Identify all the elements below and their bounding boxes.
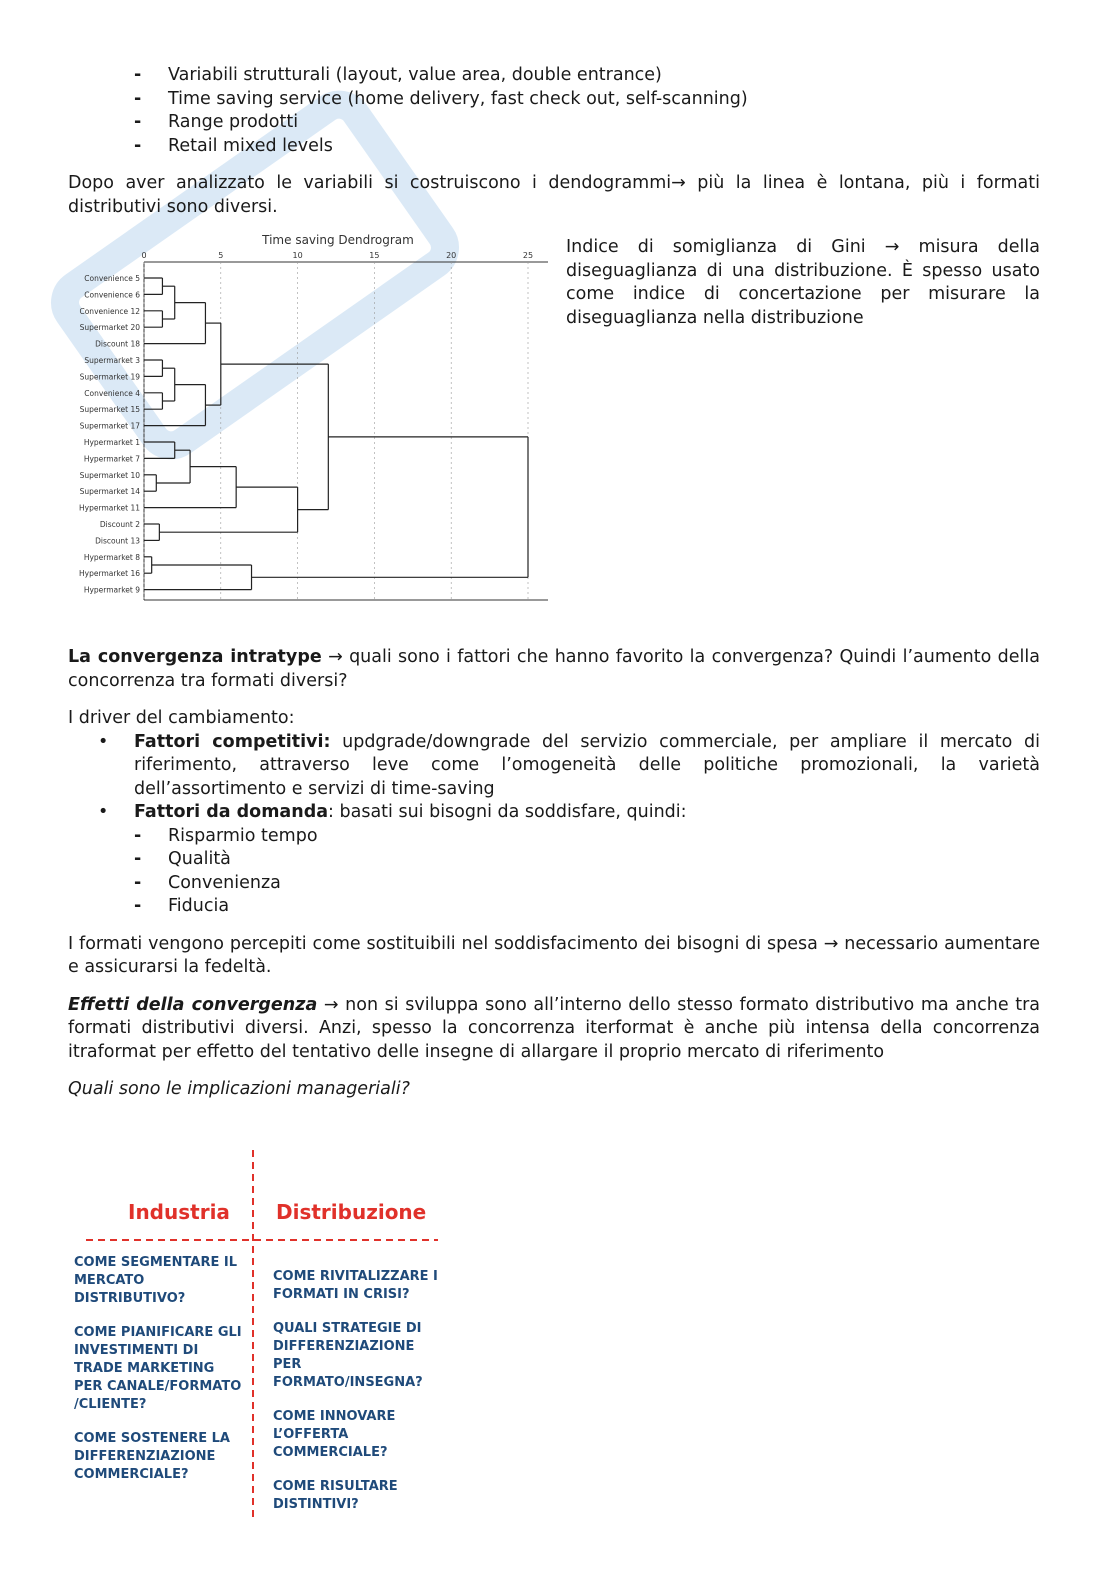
tick-label: 20 xyxy=(446,251,457,260)
leaf-label: Supermarket 15 xyxy=(79,405,140,415)
leaf-label: Supermarket 3 xyxy=(84,356,140,365)
top-list xyxy=(68,64,1040,158)
demand-list xyxy=(68,825,1040,919)
leaf-label: Convenience 6 xyxy=(84,290,140,300)
leaf-label: Hypermarket 1 xyxy=(83,438,140,447)
gini-paragraph: Indice di somiglianza di Gini → misura della diseguaglianza di una distribuzione. È spesso usato come indice di concertazione per misurare la diseguaglianza nella distribuzione xyxy=(566,237,1040,328)
leaf-label: Hypermarket 8 xyxy=(83,552,140,562)
tick-label: 5 xyxy=(218,251,224,260)
list-item: - Range prodotti xyxy=(68,111,1040,135)
implications-graphic xyxy=(68,1150,448,1530)
leaf-label: Convenience 4 xyxy=(84,388,140,398)
distribuzione-item: COME RISULTARE DISTINTIVI? xyxy=(273,1479,398,1512)
driver-text: updgrade/downgrade del servizio commerciale, per ampliare il mercato di riferimento, attraverso leve come l’omogeneità delle politiche promozionali, la varietà dell’assortimento e servizi di time-saving xyxy=(134,731,1040,799)
list-item: - Fiducia xyxy=(68,895,1040,919)
industria-item: COME SEGMENTARE IL MERCATO DISTRIBUTIVO? xyxy=(74,1255,238,1306)
leaf-label: Discount 2 xyxy=(99,520,140,529)
leaf-label: Discount 13 xyxy=(95,536,140,546)
leaf-label: Hypermarket 16 xyxy=(79,569,140,579)
leaf-label: Hypermarket 9 xyxy=(83,585,140,595)
dendrogram-chart xyxy=(68,230,558,610)
leaf-label: Supermarket 14 xyxy=(79,487,140,497)
distribuzione-title: Distribuzione xyxy=(276,1200,427,1224)
intro-paragraph: Dopo aver analizzato le variabili si costruiscono i dendogrammi→ più la linea è lontana, più i formati distributivi sono diversi. xyxy=(68,173,1040,217)
tick-label: 15 xyxy=(369,251,380,260)
leaf-label: Supermarket 10 xyxy=(79,470,140,480)
list-item: - Risparmio tempo xyxy=(68,825,1040,849)
list-item: - Qualità xyxy=(68,848,1040,872)
distribuzione-column xyxy=(273,1268,443,1530)
distribuzione-item: QUALI STRATEGIE DI DIFFERENZIAZIONE PER FORMATO/INSEGNA? xyxy=(273,1321,423,1390)
page-content xyxy=(68,64,1040,219)
leaf-label: Supermarket 19 xyxy=(79,372,140,382)
list-item: - Time saving service (home delivery, fast check out, self-scanning) xyxy=(68,88,1040,112)
tick-label: 10 xyxy=(292,251,303,260)
driver-title: Fattori da domanda xyxy=(134,802,329,822)
list-item: - Convenienza xyxy=(68,872,1040,896)
list-item: - Retail mixed levels xyxy=(68,135,1040,159)
leaf-label: Discount 18 xyxy=(95,339,140,349)
industria-item: COME SOSTENERE LA DIFFERENZIAZIONE COMMERCIALE? xyxy=(74,1431,230,1482)
convergence-paragraph xyxy=(68,646,1040,693)
distribuzione-item: COME INNOVARE L’OFFERTA COMMERCIALE? xyxy=(273,1409,396,1460)
effects-heading: Effetti della convergenza xyxy=(68,994,318,1015)
tick-label: 0 xyxy=(141,251,147,260)
driver-title: Fattori competitivi: xyxy=(134,731,331,752)
leaf-label: Convenience 5 xyxy=(84,274,140,283)
effects-text: → non si sviluppa sono all’interno dello stesso formato distributivo ma anche tra formati distributivi diversi. Anzi, spesso la concorrenza iterformat è anche più intensa della concorrenza itraformat per effetto del tentativo delle insegne di allargare il proprio mercato di riferimento xyxy=(68,994,1040,1062)
industria-column xyxy=(74,1254,244,1500)
industria-title: Industria xyxy=(128,1200,230,1224)
convergence-text: → quali sono i fattori che hanno favorito la convergenza? Quindi l’aumento della concorrenza tra formati diversi? xyxy=(68,647,1041,691)
convergence-section xyxy=(68,646,1040,1102)
drivers-intro: I driver del cambiamento: xyxy=(68,708,295,728)
list-item: - Variabili strutturali (layout, value area, double entrance) xyxy=(68,64,1040,88)
leaf-label: Hypermarket 7 xyxy=(83,454,140,464)
tick-label: 25 xyxy=(522,251,534,260)
list-item xyxy=(68,731,1040,802)
formats-paragraph: I formati vengono percepiti come sostituibili nel soddisfacimento dei bisogni di spesa → necessario aumentare e assicurarsi la fedeltà. xyxy=(68,933,1040,977)
question-text: Quali sono le implicazioni manageriali? xyxy=(68,1079,410,1099)
leaf-label: Supermarket 20 xyxy=(79,323,140,333)
leaf-label: Supermarket 17 xyxy=(79,421,140,431)
list-item xyxy=(68,801,1040,919)
distribuzione-item: COME RIVITALIZZARE I FORMATI IN CRISI? xyxy=(273,1269,438,1302)
leaf-label: Hypermarket 11 xyxy=(79,503,140,513)
chart-title: Time saving Dendrogram xyxy=(262,233,414,247)
driver-text: : basati sui bisogni da soddisfare, quindi: xyxy=(328,802,687,822)
convergence-heading: La convergenza intratype xyxy=(68,647,322,667)
leaf-label: Convenience 12 xyxy=(79,306,140,316)
drivers-list xyxy=(68,731,1040,919)
industria-item: COME PIANIFICARE GLI INVESTIMENTI DI TRADE MARKETING PER CANALE/FORMATO /CLIENTE? xyxy=(74,1325,242,1412)
effects-paragraph xyxy=(68,994,1040,1065)
